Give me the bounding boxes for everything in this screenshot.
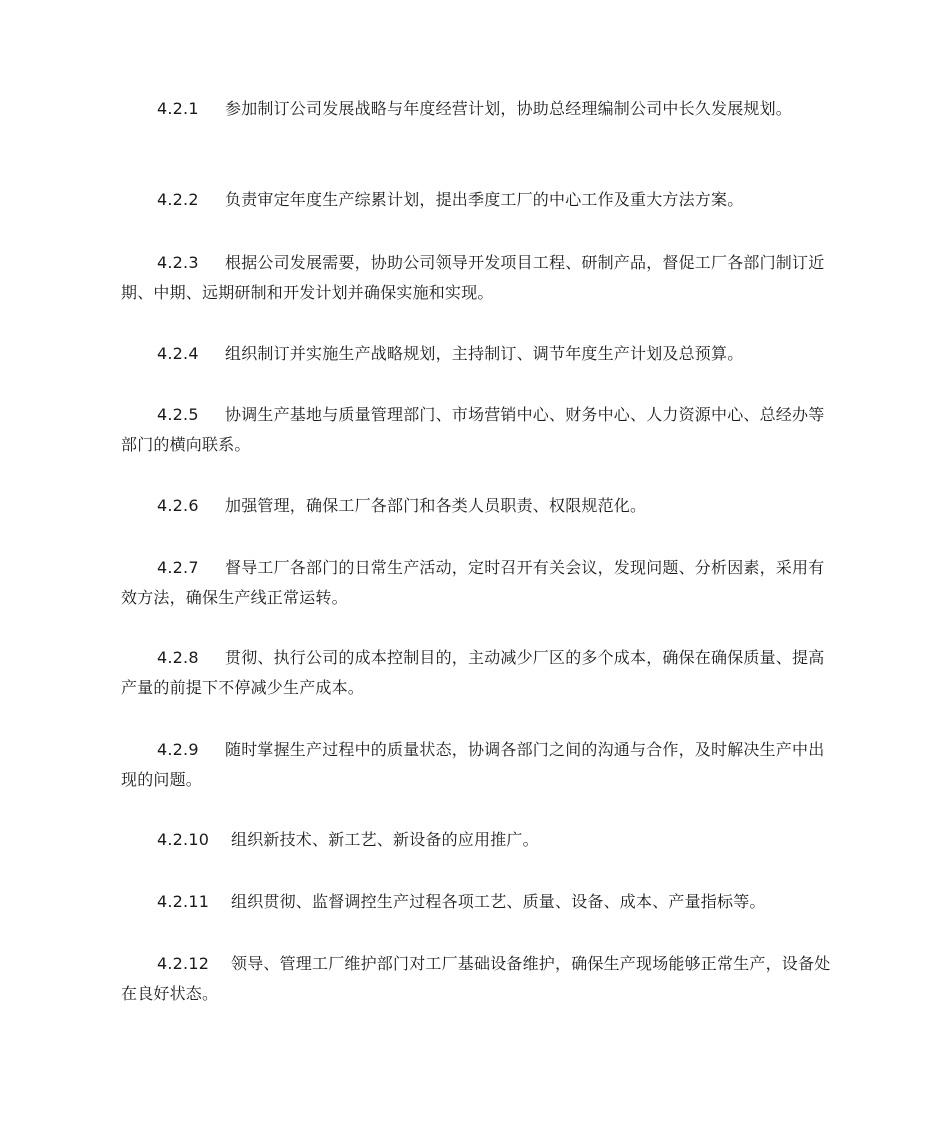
clause-4-2-4 xyxy=(121,339,833,369)
clause-text: 加强管理，确保工厂各部门和各类人员职责、权限规范化。 xyxy=(225,496,647,515)
clause-4-2-6 xyxy=(121,491,833,521)
clause-4-2-3 xyxy=(121,248,833,308)
clause-text: 领导、管理工厂维护部门对工厂基础设备维护，确保生产现场能够正常生产，设备处在良好状态。 xyxy=(121,954,831,1003)
clause-4-2-5 xyxy=(121,400,833,460)
clause-number: 4.2.8 xyxy=(157,648,199,667)
clause-number: 4.2.6 xyxy=(157,496,199,515)
clause-number: 4.2.4 xyxy=(157,344,199,363)
clause-text: 督导工厂各部门的日常生产活动，定时召开有关会议，发现问题、分析因素，采用有效方法，确保生产线正常运转。 xyxy=(121,558,825,607)
clause-number: 4.2.2 xyxy=(157,190,199,209)
clause-4-2-7 xyxy=(121,553,833,613)
clause-text: 随时掌握生产过程中的质量状态，协调各部门之间的沟通与合作，及时解决生产中出现的问题。 xyxy=(121,740,825,789)
clause-text: 组织贯彻、监督调控生产过程各项工艺、质量、设备、成本、产量指标等。 xyxy=(231,892,766,911)
clause-text: 贯彻、执行公司的成本控制目的，主动减少厂区的多个成本，确保在确保质量、提高产量的前提下不停减少生产成本。 xyxy=(121,648,825,697)
clause-text: 负责审定年度生产综累计划，提出季度工厂的中心工作及重大方法方案。 xyxy=(225,190,744,209)
clause-4-2-10 xyxy=(121,825,833,855)
clause-4-2-8 xyxy=(121,643,833,703)
clause-number: 4.2.11 xyxy=(157,892,210,911)
clause-number: 4.2.12 xyxy=(157,954,210,973)
clause-text: 组织新技术、新工艺、新设备的应用推广。 xyxy=(231,830,539,849)
clause-4-2-11 xyxy=(121,887,833,917)
clause-number: 4.2.10 xyxy=(157,830,210,849)
clause-number: 4.2.5 xyxy=(157,405,199,424)
clause-number: 4.2.3 xyxy=(157,253,199,272)
clause-number: 4.2.9 xyxy=(157,740,199,759)
clause-text: 参加制订公司发展战略与年度经营计划，协助总经理编制公司中长久发展规划。 xyxy=(225,99,793,118)
clause-4-2-2 xyxy=(121,185,833,215)
clause-number: 4.2.7 xyxy=(157,558,199,577)
clause-4-2-1 xyxy=(121,94,833,124)
clause-text: 根据公司发展需要，协助公司领导开发项目工程、研制产品，督促工厂各部门制订近期、中期、远期研制和开发计划并确保实施和实现。 xyxy=(121,253,825,302)
clause-text: 组织制订并实施生产战略规划，主持制订、调节年度生产计划及总预算。 xyxy=(225,344,744,363)
clause-number: 4.2.1 xyxy=(157,99,199,118)
clause-4-2-9 xyxy=(121,735,833,795)
clause-text: 协调生产基地与质量管理部门、市场营销中心、财务中心、人力资源中心、总经办等部门的横向联系。 xyxy=(121,405,825,454)
clause-4-2-12 xyxy=(121,949,833,1009)
